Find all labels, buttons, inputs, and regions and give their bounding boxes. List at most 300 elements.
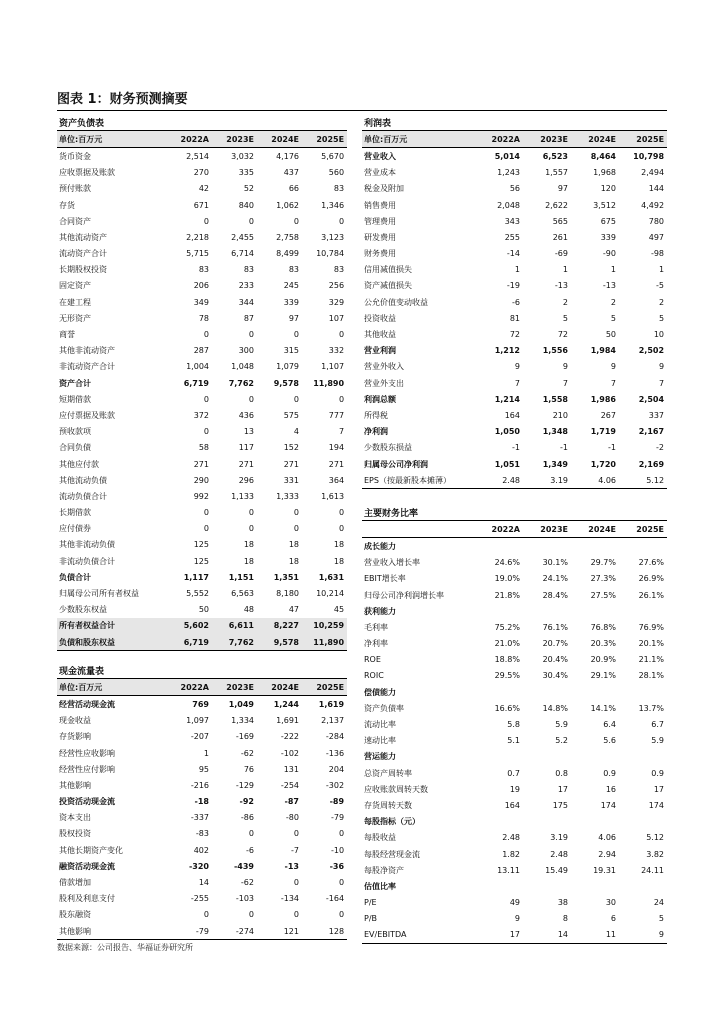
- table-row: [362, 603, 667, 619]
- cell-value: 2.94: [598, 849, 616, 859]
- cell-value: 0: [293, 910, 299, 920]
- cell-value: -5: [656, 281, 665, 291]
- row-label: 毛利率: [364, 622, 388, 632]
- cell-value: 49: [509, 898, 520, 908]
- table-row: [362, 587, 667, 603]
- cell-value: 28.4%: [542, 590, 568, 600]
- cell-value: 0.7: [507, 768, 520, 778]
- cell-value: -207: [190, 732, 209, 742]
- unit-label: 单位:百万元: [57, 679, 167, 696]
- row-label: 管理费用: [364, 216, 396, 226]
- row-label: 研发费用: [364, 232, 396, 242]
- year-header: 2023E: [212, 679, 257, 696]
- row-label: 资产负债率: [364, 703, 404, 713]
- table-row: [362, 181, 667, 197]
- cell-value: -169: [235, 732, 254, 742]
- cell-value: 1,243: [497, 168, 520, 178]
- cell-value: -62: [240, 878, 254, 888]
- cell-value: -284: [325, 732, 345, 742]
- cell-value: 20.3%: [590, 639, 616, 649]
- table-row: [57, 343, 347, 359]
- cell-value: -13: [554, 281, 568, 291]
- cell-value: 0: [293, 394, 299, 404]
- cell-value: 7: [658, 378, 665, 388]
- row-label: 短期借款: [59, 394, 91, 404]
- cell-value: -10: [330, 845, 345, 855]
- cell-value: 50: [198, 605, 209, 615]
- cell-value: 1,349: [542, 459, 568, 469]
- cell-value: 164: [504, 800, 520, 810]
- cell-value: 18: [243, 556, 254, 566]
- cell-value: 1,004: [186, 362, 209, 372]
- table-row: [362, 846, 667, 862]
- cell-value: 0: [338, 829, 345, 839]
- cell-value: 83: [198, 265, 209, 275]
- cell-value: 1,984: [590, 346, 616, 356]
- row-label: 投资活动现金流: [59, 797, 115, 807]
- cell-value: 2,137: [321, 716, 345, 726]
- table-row: [57, 602, 347, 618]
- cell-value: 6.4: [603, 720, 616, 730]
- cell-value: 38: [557, 898, 568, 908]
- cell-value: 1,097: [186, 716, 209, 726]
- cell-value: 1,062: [276, 200, 299, 210]
- cell-value: 2,504: [638, 394, 665, 404]
- cell-value: 1,631: [318, 572, 345, 582]
- cell-value: 2,502: [638, 346, 665, 356]
- table-row: [57, 488, 347, 504]
- cell-value: 777: [328, 410, 345, 420]
- year-header: 2023E: [523, 131, 571, 148]
- cell-value: 2.48: [502, 833, 520, 843]
- table-row: [57, 278, 347, 294]
- cell-value: 1,968: [593, 168, 616, 178]
- cell-value: 87: [243, 313, 254, 323]
- cell-value: 58: [198, 443, 209, 453]
- cell-value: -1: [512, 443, 520, 453]
- cell-value: 10,214: [316, 589, 345, 599]
- cell-value: 8,499: [276, 249, 299, 259]
- cell-value: 204: [328, 764, 345, 774]
- year-header: 2022A: [475, 521, 523, 538]
- cell-value: 6,611: [212, 618, 257, 634]
- ratios-header-row: [362, 521, 667, 538]
- table-row: [362, 197, 667, 213]
- cell-value: 2,622: [545, 200, 568, 210]
- cell-value: 5.9: [555, 720, 568, 730]
- row-label: 非流动资产合计: [59, 362, 115, 372]
- row-label: 偿债能力: [364, 687, 396, 697]
- cell-value: 0.8: [555, 768, 568, 778]
- table-row: [362, 895, 667, 911]
- cell-value: 0: [248, 216, 254, 226]
- cell-value: 20.1%: [638, 639, 664, 649]
- cell-value: 0: [338, 910, 345, 920]
- cell-value: 10,784: [316, 249, 345, 259]
- cell-value: [475, 538, 523, 555]
- cell-value: 97: [288, 313, 299, 323]
- cell-value: -92: [239, 797, 254, 807]
- row-label: P/B: [364, 914, 378, 924]
- cell-value: 7: [610, 378, 616, 388]
- row-label: 每股收益: [364, 833, 396, 843]
- table-row: [57, 505, 347, 521]
- cell-value: -79: [330, 813, 345, 823]
- cell-value: 4.06: [598, 833, 616, 843]
- cell-value: 992: [193, 491, 209, 501]
- cell-value: 0: [248, 829, 254, 839]
- cell-value: 1,691: [276, 716, 299, 726]
- table-row: [57, 521, 347, 537]
- cell-value: 175: [552, 800, 568, 810]
- row-label: 速动比率: [364, 736, 396, 746]
- cash-flow-title: 现金流量表: [59, 666, 105, 677]
- cell-value: -89: [329, 797, 345, 807]
- cell-value: [523, 538, 571, 555]
- cell-value: 1,719: [590, 427, 616, 437]
- cell-value: 95: [198, 764, 209, 774]
- cell-value: 174: [600, 800, 616, 810]
- title-rule: [57, 110, 667, 111]
- table-row: [57, 794, 347, 810]
- cell-value: [619, 538, 667, 555]
- cell-value: [571, 538, 619, 555]
- row-label: ROIC: [364, 671, 384, 681]
- cell-value: 0: [293, 878, 299, 888]
- cell-value: -216: [190, 780, 209, 790]
- cell-value: 30: [605, 898, 616, 908]
- cell-value: 50: [605, 330, 616, 340]
- row-label: 借款增加: [59, 878, 91, 888]
- cell-value: 128: [302, 923, 347, 940]
- data-source-note: 数据来源：公司报告、华福证券研究所: [57, 943, 193, 952]
- cell-value: 1,244: [273, 699, 299, 709]
- row-label: 净利率: [364, 639, 388, 649]
- cell-value: -102: [280, 748, 299, 758]
- cell-value: 245: [283, 281, 299, 291]
- cell-value: -80: [285, 813, 299, 823]
- table-row: [57, 826, 347, 842]
- cell-value: -164: [325, 894, 345, 904]
- table-row: [57, 907, 347, 923]
- cell-value: -79: [167, 923, 212, 940]
- row-label: 每股指标（元）: [364, 817, 420, 827]
- cell-value: 0: [293, 330, 299, 340]
- cell-value: 11,890: [313, 378, 345, 388]
- cell-value: 6: [610, 914, 616, 924]
- cell-value: -83: [195, 829, 209, 839]
- cell-value: 8,227: [257, 618, 302, 634]
- cell-value: 6.7: [651, 720, 664, 730]
- cell-value: [571, 684, 619, 700]
- cell-value: 18: [243, 540, 254, 550]
- cell-value: 2: [610, 297, 616, 307]
- table-row: [57, 745, 347, 761]
- cell-value: 76.8%: [590, 622, 616, 632]
- cell-value: 0: [338, 330, 345, 340]
- cell-value: 300: [238, 346, 254, 356]
- cell-value: 21.1%: [638, 655, 664, 665]
- cell-value: 16.6%: [494, 703, 520, 713]
- table-row: [362, 472, 667, 489]
- table-row: [362, 684, 667, 700]
- row-label: 存货影响: [59, 732, 91, 742]
- cell-value: 174: [648, 800, 664, 810]
- row-label: 其他长期资产变化: [59, 845, 123, 855]
- cell-value: 2,494: [641, 168, 665, 178]
- cell-value: 2,048: [497, 200, 520, 210]
- cell-value: 15.49: [545, 865, 568, 875]
- table-row: [57, 553, 347, 569]
- cell-value: 7: [562, 378, 568, 388]
- cell-value: 0: [248, 910, 254, 920]
- cell-value: 287: [193, 346, 209, 356]
- row-label: 股东融资: [59, 910, 91, 920]
- row-label: 归属母公司所有者权益: [59, 589, 139, 599]
- cell-value: 1: [203, 748, 209, 758]
- cell-value: [523, 878, 571, 894]
- cell-value: 1: [514, 265, 520, 275]
- cell-value: 0: [293, 524, 299, 534]
- cell-value: 26.9%: [638, 574, 664, 584]
- cell-value: 152: [283, 443, 299, 453]
- row-label: 每股经营现金流: [364, 849, 420, 859]
- table-row: [57, 246, 347, 262]
- table-row: [57, 310, 347, 326]
- row-label: 非流动负债合计: [59, 556, 115, 566]
- row-label: 成长能力: [364, 541, 396, 551]
- cell-value: 1,212: [494, 346, 520, 356]
- cell-value: 81: [509, 313, 520, 323]
- cell-value: 5,602: [167, 618, 212, 634]
- cell-value: 1,214: [494, 394, 520, 404]
- cell-value: [475, 814, 523, 830]
- cell-value: 8,180: [276, 589, 299, 599]
- cell-value: 3.19: [523, 472, 571, 489]
- year-header: 2024E: [571, 131, 619, 148]
- cell-value: 97: [557, 184, 568, 194]
- cell-value: 270: [193, 168, 209, 178]
- table-row: [362, 424, 667, 440]
- cell-value: 2.48: [550, 849, 568, 859]
- cell-value: 48: [243, 605, 254, 615]
- cell-value: -13: [602, 281, 616, 291]
- row-label: 应收账款周转天数: [364, 784, 428, 794]
- cell-value: [475, 684, 523, 700]
- row-label: 预付账款: [59, 184, 91, 194]
- cell-value: 271: [193, 459, 209, 469]
- cell-value: 0: [293, 216, 299, 226]
- cell-value: 436: [238, 410, 254, 420]
- cell-value: 9,578: [273, 378, 299, 388]
- row-label: 流动资产合计: [59, 249, 107, 259]
- cell-value: 1,613: [321, 491, 345, 501]
- cell-value: 6,523: [542, 151, 568, 161]
- cell-value: 1,051: [494, 459, 520, 469]
- year-header: 2024E: [257, 679, 302, 696]
- cell-value: -320: [188, 861, 209, 871]
- row-label: 无形资产: [59, 313, 91, 323]
- cell-value: 9: [514, 914, 520, 924]
- table-row: [57, 407, 347, 423]
- cell-value: 1: [610, 265, 616, 275]
- ratios-title: 主要财务比率: [364, 508, 419, 519]
- row-label: 合同资产: [59, 216, 91, 226]
- table-row: [57, 569, 347, 585]
- cell-value: 769: [192, 699, 209, 709]
- cell-value: 1,133: [231, 491, 254, 501]
- table-row: [57, 537, 347, 553]
- cell-value: 125: [193, 540, 209, 550]
- table-row: [57, 424, 347, 440]
- year-header: 2024E: [257, 131, 302, 148]
- cell-value: [619, 878, 667, 894]
- cell-value: 0: [338, 524, 345, 534]
- cell-value: [571, 603, 619, 619]
- cell-value: 9: [619, 927, 667, 944]
- cell-value: 0: [203, 524, 209, 534]
- financial-ratios-table: [362, 504, 667, 944]
- cell-value: 1,619: [318, 699, 345, 709]
- cell-value: 3,512: [593, 200, 616, 210]
- cell-value: 30.1%: [542, 558, 568, 568]
- cell-value: 1,334: [231, 716, 254, 726]
- table-row: [362, 375, 667, 391]
- cell-value: 840: [238, 200, 254, 210]
- cell-value: 344: [238, 297, 254, 307]
- unit-label: 单位:百万元: [57, 131, 167, 148]
- cell-value: 0: [203, 216, 209, 226]
- cell-value: 5: [610, 313, 616, 323]
- table-row: [362, 213, 667, 229]
- table-row: [57, 585, 347, 601]
- cell-value: 1,151: [228, 572, 254, 582]
- cell-value: 144: [648, 184, 665, 194]
- year-header: 2022A: [475, 131, 523, 148]
- table-row: [57, 777, 347, 793]
- table-row: [57, 165, 347, 181]
- cell-value: 1,986: [590, 394, 616, 404]
- cell-value: 5,670: [321, 151, 345, 161]
- row-label: 货币资金: [59, 151, 91, 161]
- cell-value: 76.9%: [638, 622, 664, 632]
- row-label: 营业收入: [364, 151, 396, 161]
- table-row: [57, 729, 347, 745]
- row-label: 信用减值损失: [364, 265, 412, 275]
- cell-value: 0: [248, 330, 254, 340]
- cell-value: 20.7%: [542, 639, 568, 649]
- table-row: [362, 294, 667, 310]
- year-header: 2025E: [619, 131, 667, 148]
- cell-value: -6: [512, 297, 520, 307]
- cell-value: 75.2%: [494, 622, 520, 632]
- cell-value: 29.5%: [494, 671, 520, 681]
- cell-value: 107: [328, 313, 345, 323]
- balance-sheet-table: [57, 114, 347, 651]
- cell-value: -7: [291, 845, 299, 855]
- row-label: 融资活动现金流: [59, 861, 115, 871]
- cell-value: 675: [600, 216, 616, 226]
- row-label: 其他影响: [59, 780, 91, 790]
- cell-value: 9: [610, 362, 616, 372]
- cash-flow-table: [57, 662, 347, 940]
- row-label: 营运能力: [364, 752, 396, 762]
- row-label: 资产减值损失: [364, 281, 412, 291]
- cell-value: 19: [509, 784, 520, 794]
- cell-value: 13.11: [497, 865, 520, 875]
- cell-value: -337: [190, 813, 209, 823]
- cell-value: -134: [280, 894, 299, 904]
- cell-value: 6,719: [167, 634, 212, 651]
- table-row: [362, 927, 667, 944]
- cell-value: 19.0%: [494, 574, 520, 584]
- table-row: [57, 391, 347, 407]
- row-label: 资产合计: [59, 378, 91, 388]
- table-row: [362, 571, 667, 587]
- cell-value: -69: [554, 249, 568, 259]
- cell-value: 497: [648, 232, 665, 242]
- table-row: [362, 911, 667, 927]
- row-label: EPS（按最新股本摊薄）: [362, 472, 475, 489]
- row-label: 少数股东权益: [59, 605, 107, 615]
- cell-value: 261: [552, 232, 568, 242]
- cell-value: 0: [338, 878, 345, 888]
- row-label: 获利能力: [364, 606, 396, 616]
- cell-value: 2,514: [186, 151, 209, 161]
- cell-value: 14: [523, 927, 571, 944]
- cell-value: 3.82: [646, 849, 664, 859]
- table-row: [362, 278, 667, 294]
- unit-label: 单位:百万元: [362, 131, 475, 148]
- cell-value: 331: [283, 475, 299, 485]
- row-label: 估值比率: [364, 881, 396, 891]
- cell-value: 2: [658, 297, 665, 307]
- year-header: 2023E: [523, 521, 571, 538]
- table-row: [57, 456, 347, 472]
- table-row: [362, 878, 667, 894]
- cell-value: 83: [243, 265, 254, 275]
- cell-value: 0.9: [603, 768, 616, 778]
- cell-value: -2: [656, 443, 665, 453]
- cell-value: 7: [338, 427, 345, 437]
- cell-value: -222: [280, 732, 299, 742]
- cell-value: 10,259: [302, 618, 347, 634]
- row-label: 在建工程: [59, 297, 91, 307]
- cell-value: 24: [653, 898, 664, 908]
- cell-value: 349: [193, 297, 209, 307]
- cell-value: 575: [283, 410, 299, 420]
- cell-value: 9: [562, 362, 568, 372]
- cell-value: 0: [338, 394, 345, 404]
- cell-value: -129: [235, 780, 254, 790]
- table-row: [57, 810, 347, 826]
- cell-value: 4,492: [641, 200, 665, 210]
- cell-value: 332: [328, 346, 345, 356]
- cell-value: 56: [509, 184, 520, 194]
- row-label: 商誉: [59, 330, 75, 340]
- cell-value: 343: [504, 216, 520, 226]
- cell-value: 5.12: [619, 472, 667, 489]
- cell-value: 66: [288, 184, 299, 194]
- cell-value: 194: [328, 443, 345, 453]
- cell-value: -274: [212, 923, 257, 940]
- cell-value: 21.8%: [494, 590, 520, 600]
- table-row: [362, 862, 667, 878]
- cell-value: 4.06: [571, 472, 619, 489]
- table-row: [57, 359, 347, 375]
- row-label: 应收票据及账款: [59, 168, 115, 178]
- cell-value: 9: [514, 362, 520, 372]
